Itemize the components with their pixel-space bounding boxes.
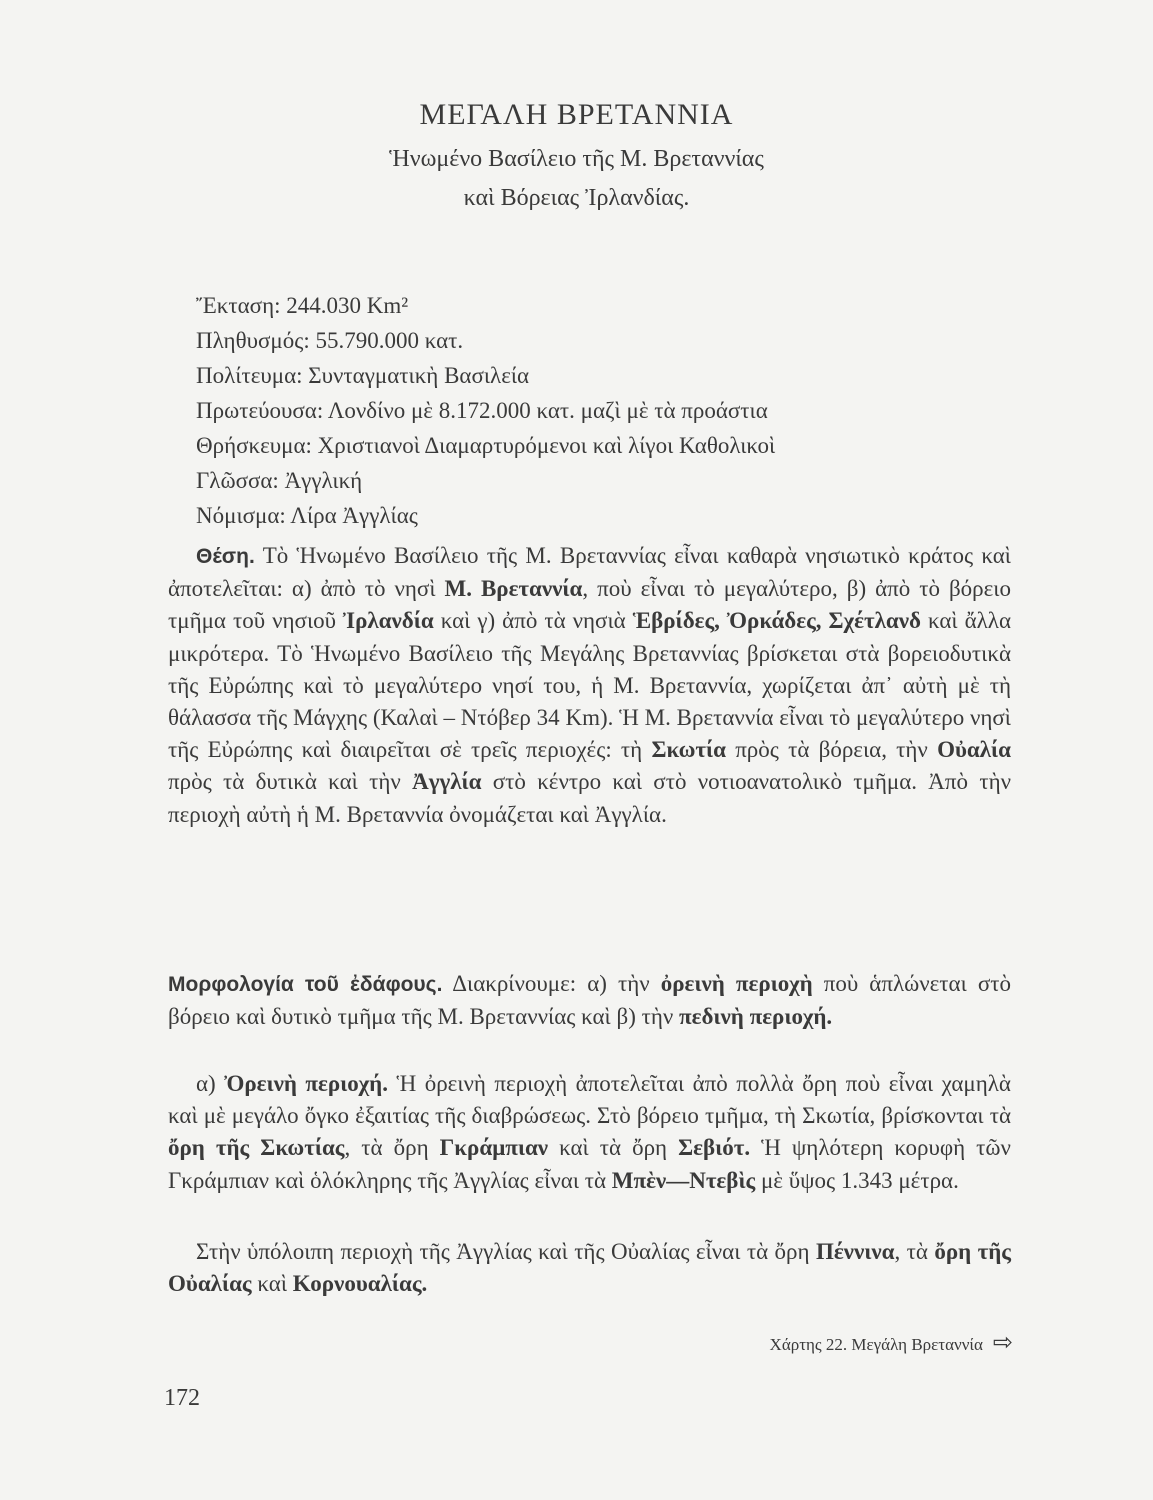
mountains-paragraph: α) Ὀρεινὴ περιοχή. Ἡ ὀρεινὴ περιοχὴ ἀποτελεῖται ἀπὸ πολλὰ ὄρη ποὺ εἶναι χαμηλὰ καὶ μὲ μεγάλο ὄγκο ἐξαιτίας τῆς διαβρώσεως. Στὸ βόρειο τμῆμα, τὴ Σκωτία, βρίσκονται τὰ ὄρη τῆς Σκωτίας, τὰ ὄρη Γκράμπιαν καὶ τὰ ὄρη Σεβιότ. Ἡ ψηλότερη κορυφὴ τῶν Γκράμπιαν καὶ ὁλόκληρης τῆς Ἀγγλίας εἶναι τὰ Μπὲν—Ντεβὶς μὲ ὕψος 1.343 μέτρα. — [168, 1071, 1011, 1193]
morphology-paragraph: Μορφολογία τοῦ ἐδάφους. Διακρίνουμε: α) τὴν ὀρεινὴ περιοχὴ ποὺ ἁπλώνεται στὸ βόρειο καὶ δυτικὸ τμῆμα τῆς Μ. Βρεταννίας καὶ β) τὴν πεδινὴ περιοχή. — [168, 971, 1011, 1030]
remaining-paragraph: Στὴν ὑπόλοιπη περιοχὴ τῆς Ἀγγλίας καὶ τῆς Οὐαλίας εἶναι τὰ ὄρη Πέννινα, τὰ ὄρη τῆς Οὐαλίας καὶ Κορνουαλίας. — [168, 1239, 1011, 1297]
position-heading: Θέση. — [196, 545, 255, 568]
arrow-right-icon: ⇨ — [992, 1328, 1013, 1356]
fact-population: Πληθυσμός: 55.790.000 κατ. — [196, 328, 464, 353]
subtitle-line-1: Ἡνωμένο Βασίλειο τῆς Μ. Βρεταννίας — [389, 146, 764, 172]
fact-government: Πολίτευμα: Συνταγματικὴ Βασιλεία — [196, 363, 530, 388]
fact-language: Γλῶσσα: Ἀγγλική — [196, 468, 363, 493]
position-paragraph: Θέση. Τὸ Ἡνωμένο Βασίλειο τῆς Μ. Βρεταννίας εἶναι καθαρὰ νησιωτικὸ κράτος καὶ ἀποτελεῖται: α) ἀπὸ τὸ νησὶ Μ. Βρεταννία, ποὺ εἶναι τὸ μεγαλύτερο, β) ἀπὸ τὸ βόρειο τμῆμα τοῦ νησιοῦ Ἰρλανδία καὶ γ) ἀπὸ τὰ νησιὰ Ἑβρίδες, Ὀρκάδες, Σχέτλανδ καὶ ἄλλα μικρότερα. Τὸ Ἡνωμένο Βασίλειο τῆς Μεγάλης Βρεταννίας βρίσκεται στὰ βορειοδυτικὰ τῆς Εὐρώπης καὶ τὸ μεγαλύτερο νησί του, ἡ Μ. Βρεταννία, χωρίζεται ἀπ᾿ αὐτὴ μὲ τὴ θάλασσα τῆς Μάγχης (Καλαὶ – Ντόβερ 34 Km). Ἡ Μ. Βρεταννία εἶναι τὸ μεγαλύτερο νησὶ τῆς Εὐρώπης καὶ διαιρεῖται σὲ τρεῖς περιοχές: τὴ Σκωτία πρὸς τὰ βόρεια, τὴν Οὐαλία πρὸς τὰ δυτικὰ καὶ τὴν Ἀγγλία στὸ κέντρο καὶ στὸ νοτιοανατολικὸ τμῆμα. Ἀπὸ τὴν περιοχὴ αὐτὴ ἡ Μ. Βρεταννία ὀνομάζεται καὶ Ἀγγλία. — [168, 543, 1012, 827]
facts-list — [196, 288, 775, 533]
fact-religion: Θρήσκευμα: Χριστιανοὶ Διαμαρτυρόμενοι καὶ λίγοι Καθολικοὶ — [196, 433, 776, 458]
fact-currency: Νόμισμα: Λίρα Ἀγγλίας — [196, 503, 418, 528]
page-number: 172 — [164, 1385, 200, 1411]
subtitle-line-2: καὶ Βόρειας Ἰρλανδίας. — [463, 185, 690, 211]
map-caption: Χάρτης 22. Μεγάλη Βρεταννία ⇨ — [769, 1328, 1013, 1356]
fact-area: Ἔκταση: 244.030 Km² — [196, 293, 409, 318]
fact-capital: Πρωτεύουσα: Λονδίνο μὲ 8.172.000 κατ. μαζὶ μὲ τὰ προάστια — [196, 398, 768, 423]
morphology-heading: Μορφολογία τοῦ ἐδάφους. — [168, 973, 443, 996]
page-title: ΜΕΓΑΛΗ ΒΡΕΤΑΝΝΙΑ — [419, 98, 734, 131]
